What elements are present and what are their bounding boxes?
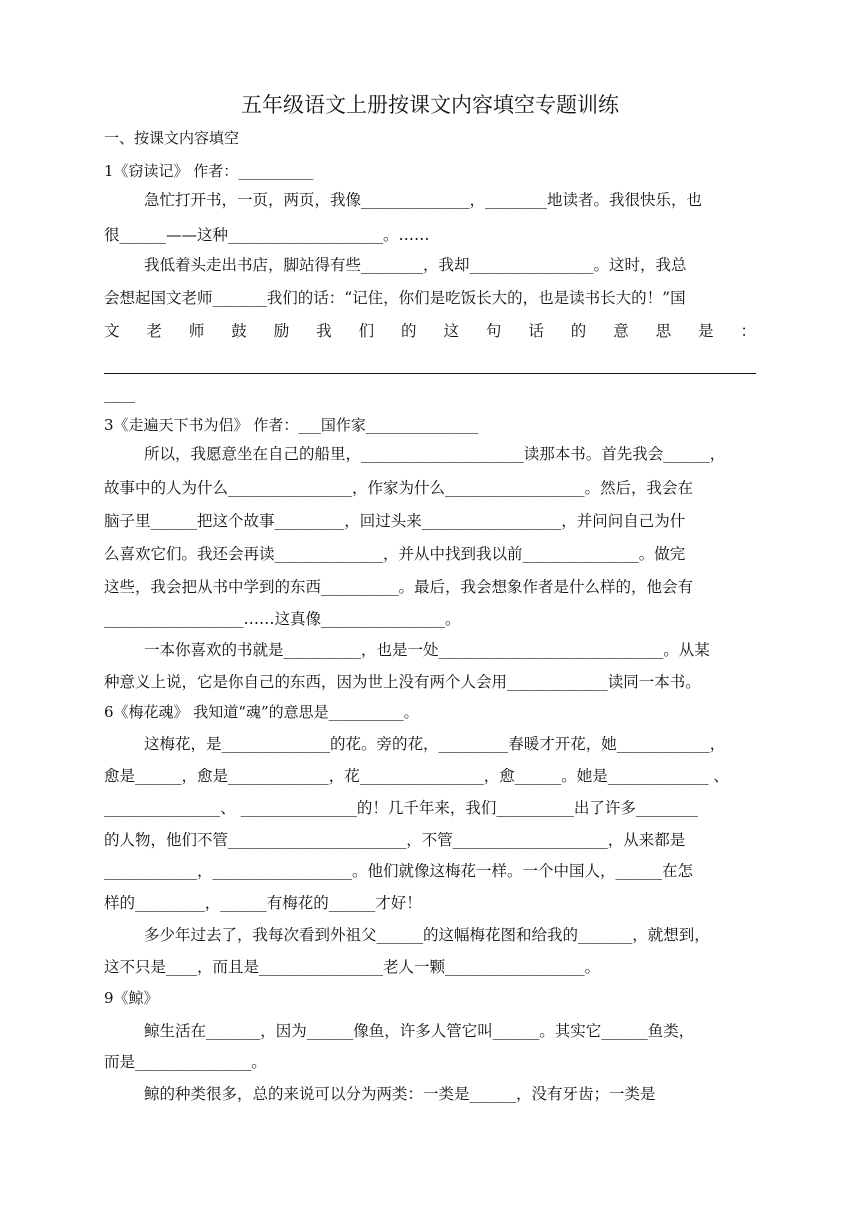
page-title: 五年级语文上册按课文内容填空专题训练 [241, 93, 619, 117]
text-line: __________________……这真像________________。 [104, 610, 461, 628]
text-line: 脑子里______把这个故事_________，回过头来__________________，并问问自己为什 [104, 512, 686, 530]
text-line: 很______——这种____________________。…… [104, 226, 430, 244]
text-line: 而是_______________。 [104, 1053, 267, 1071]
text-line: 所以，我愿意坐在自己的船里，_____________________读那本书。首先我会______， [144, 445, 726, 463]
text-line: 鲸的种类很多，总的来说可以分为两类：一类是______，没有牙齿；一类是 [144, 1085, 656, 1103]
lesson-heading: 3《走遍天下书为侣》 作者：___国作家_______________ [104, 416, 479, 434]
text-line: 多少年过去了，我每次看到外祖父______的这幅梅花图和给我的_______，就想到， [144, 926, 710, 944]
text-line: 急忙打开书，一页，两页，我像______________，________地读者。我很快乐，也 [144, 191, 703, 209]
text-line: 的人物，他们不管_______________________，不管____________________，从来都是 [104, 831, 686, 849]
lesson-heading: 1《窃读记》 作者：__________ [104, 162, 314, 180]
text-line: 会想起国文老师_______我们的话：“记住，你们是吃饭长大的，也是读书长大的！”国 [104, 289, 686, 307]
lesson-heading: 9《鲸》 [104, 989, 159, 1007]
text-line: 样的_________，______有梅花的______才好！ [104, 894, 422, 912]
text-line: 这梅花，是______________的花。旁的花，_________春暖才开花，她____________， [144, 735, 726, 753]
text-line: 这不只是____，而且是________________老人一颗__________________。 [104, 958, 601, 976]
text-line: 这些，我会把从书中学到的东西__________。最后，我会想象作者是什么样的，他会有 [104, 578, 694, 596]
text-line: 我低着头走出书店，脚站得有些________，我却________________。这时，我总 [144, 256, 687, 274]
text-line: 鲸生活在_______，因为______像鱼，许多人管它叫______。其实它______鱼类， [144, 1022, 695, 1040]
lesson-heading: 6《梅花魂》 我知道“魂”的意思是__________。 [104, 703, 419, 721]
answer-line [104, 373, 756, 374]
text-line: 么喜欢它们。我还会再读______________，并从中找到我以前_______________。做完 [104, 545, 686, 563]
text-line: 故事中的人为什么________________，作家为什么__________________。然后，我会在 [104, 479, 694, 497]
text-line: ____________，__________________。他们就像这梅花一样。一个中国人，______在怎 [104, 862, 694, 880]
text-line: ____ [104, 385, 135, 403]
section-heading: 一、按课文内容填空 [104, 129, 240, 147]
text-line: 文老师鼓励我们的这句话的意思是： [104, 322, 756, 340]
text-line: 种意义上说，它是你自己的东西，因为世上没有两个人会用_____________读同一本书。 [104, 673, 701, 691]
text-line: _______________、 _______________的！几千年来，我们__________出了许多________ [104, 799, 698, 817]
text-line: 愈是______，愈是_____________，花________________，愈______。她是_____________ 、 [104, 767, 729, 785]
text-line: 一本你喜欢的书就是__________，也是一处_____________________________。从某 [144, 641, 710, 659]
